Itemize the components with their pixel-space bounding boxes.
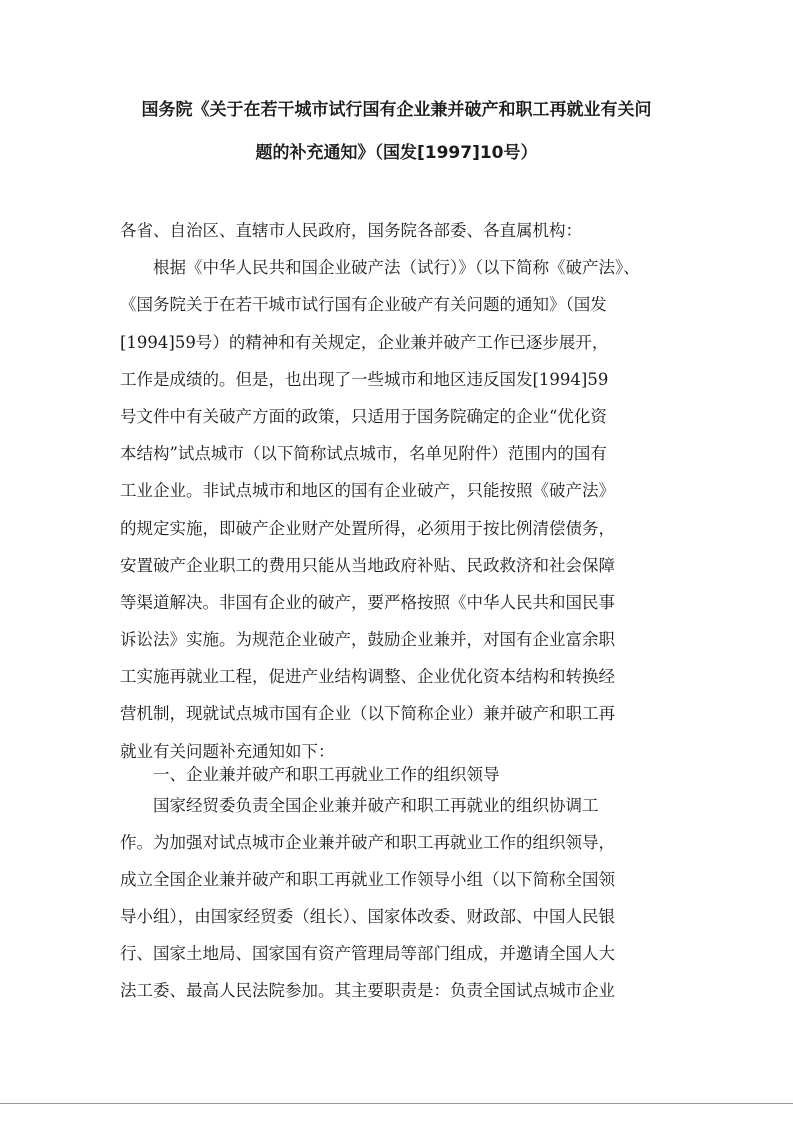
body-line: 营机制，现就试点城市国有企业（以下简称企业）兼并破产和职工再	[120, 704, 615, 723]
body-line: 的规定实施，即破产企业财产处置所得，必须用于按比例清偿债务，	[120, 519, 615, 538]
page-bottom-rule	[0, 1103, 793, 1104]
body-line: 工业企业。非试点城市和地区的国有企业破产，只能按照《破产法》	[120, 481, 615, 500]
document-title-line-1: 国务院《关于在若干城市试行国有企业兼并破产和职工再就业有关问	[141, 100, 652, 120]
document-title-line-2: 题的补充通知》（国发[1997]10号）	[255, 143, 538, 163]
body-line: 安置破产企业职工的费用只能从当地政府补贴、民政救济和社会保障	[120, 556, 615, 575]
section-heading: 一、企业兼并破产和职工再就业工作的组织领导	[153, 765, 500, 784]
body-line: 国家经贸委负责全国企业兼并破产和职工再就业的组织协调工	[153, 796, 599, 815]
body-line: 根据《中华人民共和国企业破产法（试行）》（以下简称《破产法》、	[153, 258, 640, 277]
body-line: 行、国家土地局、国家国有资产管理局等部门组成，并邀请全国人大	[120, 944, 615, 963]
body-line: 《国务院关于在若干城市试行国有企业破产有关问题的通知》（国发	[120, 295, 607, 314]
body-line: 导小组），由国家经贸委（组长）、国家体改委、财政部、中国人民银	[120, 907, 615, 926]
salutation: 各省、自治区、直辖市人民政府，国务院各部委、各直属机构：	[120, 221, 582, 240]
body-line: 工实施再就业工程，促进产业结构调整、企业优化资本结构和转换经	[120, 667, 615, 686]
body-line: 作。为加强对试点城市企业兼并破产和职工再就业工作的组织领导，	[120, 833, 615, 852]
body-line: 就业有关问题补充通知如下：	[120, 742, 335, 761]
body-line: 诉讼法》实施。为规范企业破产，鼓励企业兼并，对国有企业富余职	[120, 630, 615, 649]
body-line: 法工委、最高人民法院参加。其主要职责是：负责全国试点城市企业	[120, 981, 615, 1000]
body-line: [1994]59号）的精神和有关规定，企业兼并破产工作已逐步展开，	[120, 333, 609, 352]
body-line: 号文件中有关破产方面的政策，只适用于国务院确定的企业“优化资	[120, 407, 607, 426]
body-line: 本结构”试点城市（以下简称试点城市，名单见附件）范围内的国有	[120, 444, 607, 463]
body-line: 成立全国企业兼并破产和职工再就业工作领导小组（以下简称全国领	[120, 870, 615, 889]
body-line: 工作是成绩的。但是，也出现了一些城市和地区违反国发[1994]59	[120, 370, 609, 389]
body-line: 等渠道解决。非国有企业的破产，要严格按照《中华人民共和国民事	[120, 593, 615, 612]
